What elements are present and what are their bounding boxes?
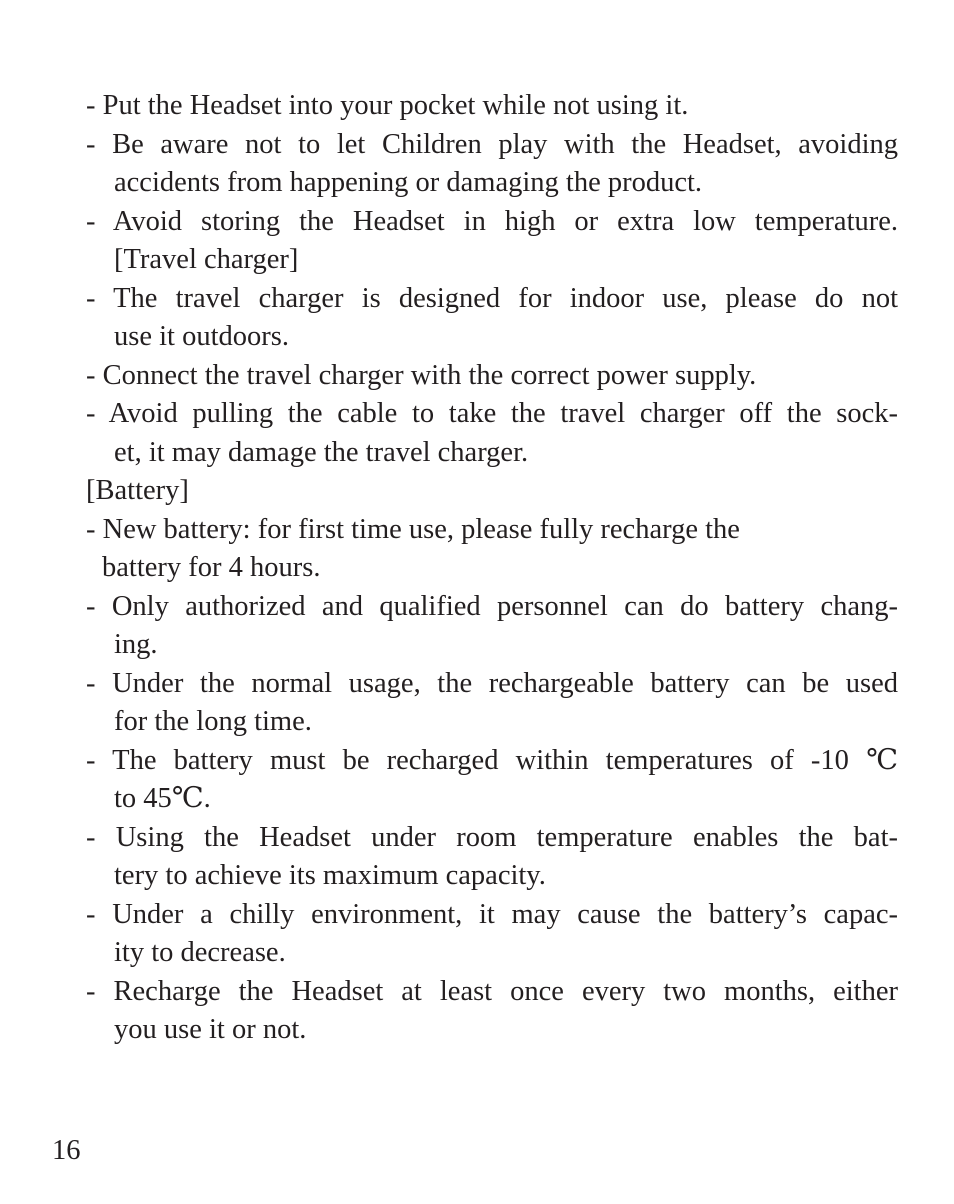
bullet-new-battery-cont: battery for 4 hours.: [102, 552, 321, 583]
bullet-new-battery: - New battery: for first time use, please fully recharge the: [86, 513, 740, 545]
bullet-normal-usage-cont: for the long time.: [114, 706, 312, 737]
page-number: 16: [52, 1135, 81, 1166]
bullet-room-temp: - Using the Headset under room temperature enables the bat-: [86, 821, 898, 853]
manual-page-body: [86, 87, 898, 1050]
bullet-cable: - Avoid pulling the cable to take the travel charger off the sock-: [86, 398, 898, 429]
bullet-chilly-cont: ity to decrease.: [114, 937, 286, 968]
bullet-authorized-cont: ing.: [114, 629, 158, 660]
bullet-recharge-temp-cont: to 45℃.: [114, 783, 211, 814]
bullet-children: - Be aware not to let Children play with the Headset, avoiding: [86, 128, 898, 160]
bullet-chilly: - Under a chilly environment, it may cause the battery’s capac-: [86, 898, 898, 930]
bullet-authorized: - Only authorized and qualified personnel can do battery chang-: [86, 590, 898, 622]
bullet-room-temp-cont: tery to achieve its maximum capacity.: [114, 860, 546, 891]
bullet-indoor-use: - The travel charger is designed for indoor use, please do not: [86, 282, 898, 314]
bullet-temperature: - Avoid storing the Headset in high or extra low temperature.: [86, 205, 898, 237]
section-heading-travel-charger: [Travel charger]: [114, 244, 299, 275]
bullet-indoor-use-cont: use it outdoors.: [114, 321, 289, 352]
bullet-power-supply: - Connect the travel charger with the correct power supply.: [86, 359, 757, 391]
bullet-recharge-interval-cont: you use it or not.: [114, 1014, 307, 1045]
bullet-cable-cont: et, it may damage the travel charger.: [114, 436, 529, 468]
bullet-recharge-temp: - The battery must be recharged within temperatures of -10 ℃: [86, 744, 898, 776]
bullet-pocket: - Put the Headset into your pocket while not using it.: [86, 90, 689, 121]
bullet-children-cont: accidents from happening or damaging the product.: [114, 167, 703, 198]
bullet-recharge-interval: - Recharge the Headset at least once every two months, either: [86, 975, 898, 1007]
section-heading-battery: [Battery]: [86, 475, 189, 506]
bullet-normal-usage: - Under the normal usage, the rechargeable battery can be used: [86, 667, 898, 699]
